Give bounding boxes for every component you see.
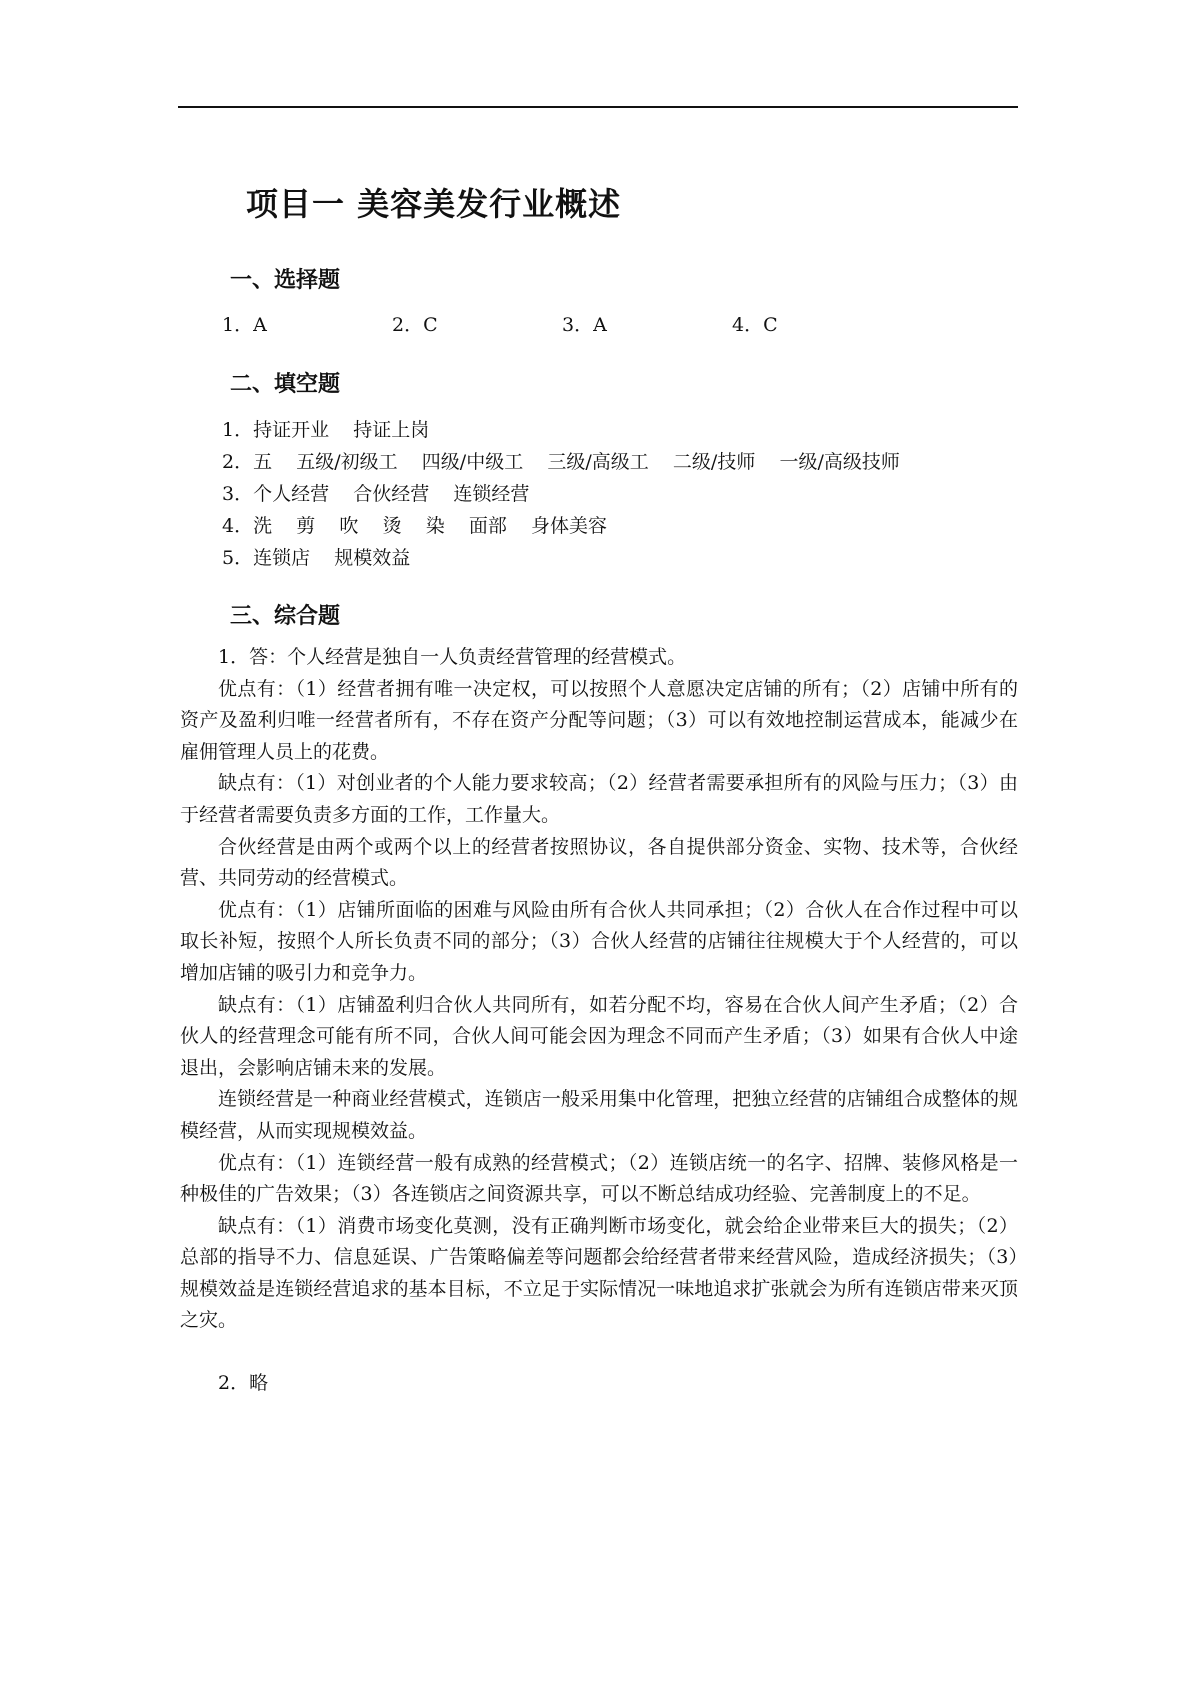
fill-blank-item: 3．个人经营 合伙经营 连锁经营 (222, 483, 530, 505)
comprehensive-answer (180, 642, 1018, 1400)
fill-blank-item: 2．五 五级/初级工 四级/中级工 三级/高级工 二级/技师 一级/高级技师 (222, 451, 900, 473)
fill-blank-item: 5．连锁店 规模效益 (222, 547, 411, 569)
answer-paragraph: 缺点有：（1）店铺盈利归合伙人共同所有，如若分配不均，容易在合伙人间产生矛盾；（2）合伙人的经营理念可能有所不同，合伙人间可能会因为理念不同而产生矛盾；（3）如果有合伙人中途退出，会影响店铺未来的发展。 (180, 993, 1018, 1079)
choice-answer: 1．A (222, 314, 267, 336)
section-heading-comprehensive: 三、综合题 (230, 604, 341, 629)
fill-blank-item: 1．持证开业 持证上岗 (222, 419, 430, 441)
choice-answer: 4．C (732, 314, 778, 336)
answer-paragraph: 连锁经营是一种商业经营模式，连锁店一般采用集中化管理，把独立经营的店铺组合成整体的规模经营，从而实现规模效益。 (180, 1088, 1018, 1142)
answer-paragraph: 1．答：个人经营是独自一人负责经营管理的经营模式。 (218, 646, 687, 668)
answer-paragraph: 缺点有：（1）消费市场变化莫测，没有正确判断市场变化，就会给企业带来巨大的损失；（2）总部的指导不力、信息延误、广告策略偏差等问题都会给经营者带来经营风险，造成经济损失；（3）规模效益是连锁经营追求的基本目标，不立足于实际情况一味地追求扩张就会为所有连锁店带来灭顶之灾。 (180, 1214, 1018, 1332)
answer-paragraph: 优点有：（1）连锁经营一般有成熟的经营模式；（2）连锁店统一的名字、招牌、装修风格是一种极佳的广告效果；（3）各连锁店之间资源共享，可以不断总结成功经验、完善制度上的不足。 (180, 1151, 1018, 1206)
answer-paragraph: 优点有：（1）店铺所面临的困难与风险由所有合伙人共同承担；（2）合伙人在合作过程中可以取长补短，按照个人所长负责不同的部分；（3）合伙人经营的店铺往往规模大于个人经营的，可以增加店铺的吸引力和竞争力。 (180, 898, 1018, 984)
section-heading-choice: 一、选择题 (230, 268, 341, 293)
answer-paragraph: 缺点有：（1）对创业者的个人能力要求较高；（2）经营者需要承担所有的风险与压力；（3）由于经营者需要负责多方面的工作，工作量大。 (180, 772, 1018, 826)
header-rule (178, 106, 1018, 108)
fill-blank-list (222, 414, 900, 574)
section-heading-fill-blank: 二、填空题 (230, 372, 341, 397)
answer-paragraph-2: 2．略 (218, 1372, 269, 1395)
document-title: 项目一 美容美发行业概述 (246, 185, 622, 223)
answer-paragraph: 合伙经营是由两个或两个以上的经营者按照协议，各自提供部分资金、实物、技术等，合伙经营、共同劳动的经营模式。 (180, 835, 1018, 890)
choice-answer: 3．A (562, 314, 607, 336)
answer-paragraph: 优点有：（1）经营者拥有唯一决定权，可以按照个人意愿决定店铺的所有；（2）店铺中所有的资产及盈利归唯一经营者所有，不存在资产分配等问题；（3）可以有效地控制运营成本，能减少在雇佣管理人员上的花费。 (180, 677, 1018, 763)
choice-answer: 2．C (392, 314, 438, 336)
fill-blank-item: 4．洗 剪 吹 烫 染 面部 身体美容 (222, 515, 608, 537)
choice-answers (222, 310, 942, 340)
